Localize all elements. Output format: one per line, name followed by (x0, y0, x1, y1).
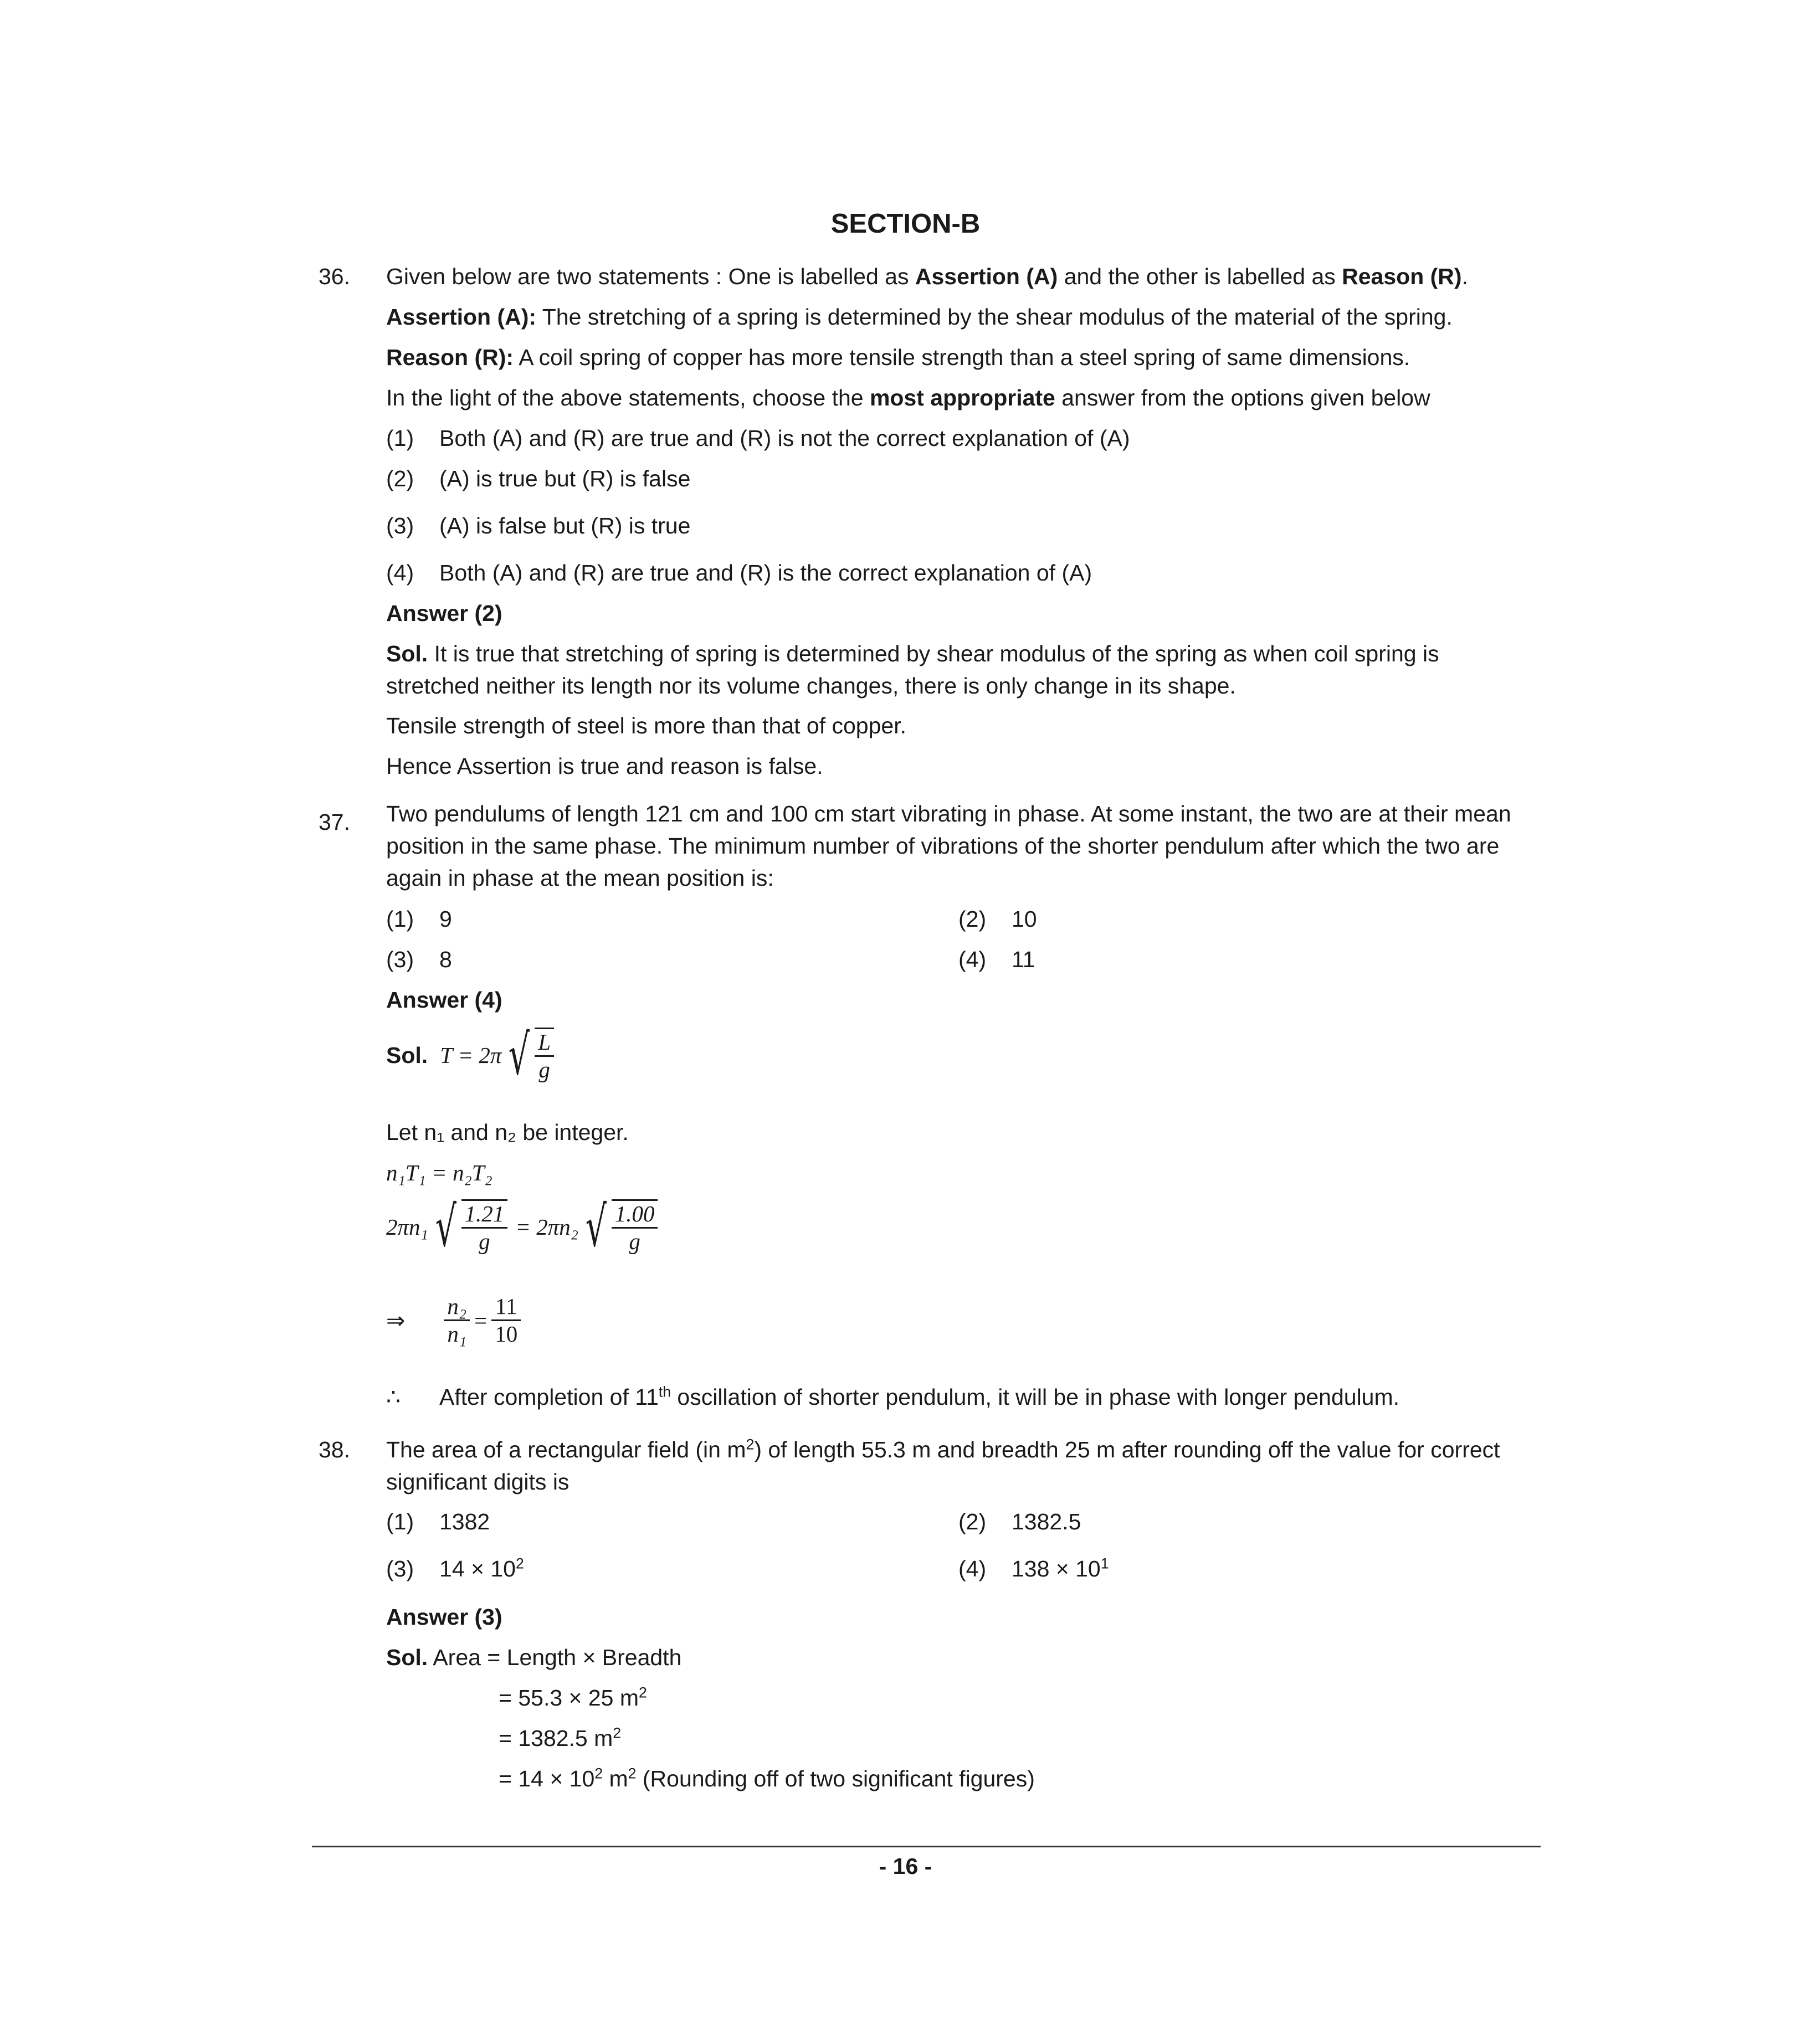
let-integers: Let n₁ and n₂ be integer. (386, 1119, 629, 1145)
option-37-2: (2) 10 (958, 906, 1037, 932)
answer-36: Answer (2) (386, 600, 502, 626)
question-number-38: 38. (319, 1437, 350, 1462)
answer-37: Answer (4) (386, 987, 502, 1013)
option-38-3: (3) $14 \times 10^2$ (386, 1555, 524, 1581)
option-38-1: (1) 1382 (386, 1509, 490, 1534)
page-number: - 16 - (879, 1853, 932, 1879)
option-36-4: (4) Both (A) and (R) are true and (R) is the correct explanation of (A) (386, 560, 1092, 586)
solution-36-text: Sol. It is true that stretching of spring is determined by shear modulus of the spring as when coil spring is stretched neither its length nor its volume changes, there is only change in its shape. (386, 641, 1439, 699)
solution-38-line2: = 55.3 × 25 $m^2$ (499, 1684, 647, 1711)
implies-symbol: ⇒ (386, 1307, 406, 1333)
period-formula: Sol. T = 2π √ $\frac{L}{g}$ (386, 1028, 554, 1083)
solution-36-line2: Tensile strength of steel is more than that of copper. (386, 713, 906, 738)
assertion-statement: Assertion (A): The stretching of a spring is determined by the shear modulus of the material of the spring. (386, 304, 1453, 330)
option-37-3: (3) 8 (386, 947, 452, 972)
option-37-1: (1) 9 (386, 906, 452, 932)
solution-38-line3: = 1382.5 $m^2$ (499, 1724, 622, 1751)
option-36-1: (1) Both (A) and (R) are true and (R) is not the correct explanation of (A) (386, 425, 1130, 451)
section-title: SECTION-B (830, 209, 981, 239)
question-38-text: The area of a rectangular field (in $m^2$) of length 55.3 m and breadth 25 m after rounding off the value for correct significant digits is (386, 1436, 1500, 1495)
footer-divider (312, 1846, 1541, 1847)
solution-36-line3: Hence Assertion is true and reason is false. (386, 753, 823, 779)
question-36-intro: Given below are two statements : One is labelled as Assertion (A) and the other is labelled as Reason (R). (386, 264, 1468, 289)
period-equation: n₁T₁ = n₂T₂ (386, 1160, 492, 1185)
option-36-3: (3) (A) is false but (R) is true (386, 513, 691, 538)
therefore-symbol: ∴ (386, 1384, 401, 1410)
ratio-equation: ⇒ $\frac{\text{n₂}}{\text{n₁}}$ = $\frac{11}{10}$ (386, 1293, 521, 1347)
equation-roots: 2πn₁ √ $\frac{1.21}{g}$ = 2πn₂ √ $\frac{1.00}{g}$ (386, 1199, 658, 1255)
solution-38-line4: = $14 \times 10^2$ $m^2$ (Rounding off of two significant figures) (499, 1765, 1035, 1791)
option-36-2: (2) (A) is true but (R) is false (386, 466, 691, 491)
answer-38: Answer (3) (386, 1604, 502, 1630)
solution-37-conclusion: After completion of 11th oscillation of shorter pendulum, it will be in phase with longer pendulum. (439, 1383, 1400, 1410)
question-number-36: 36. (319, 264, 350, 289)
question-36-instruction: In the light of the above statements, choose the most appropriate answer from the options given below (386, 385, 1430, 410)
solution-38-line1: Sol. Area = Length × Breadth (386, 1645, 682, 1670)
option-37-4: (4) 11 (958, 947, 1035, 972)
reason-statement: Reason (R): A coil spring of copper has more tensile strength than a steel spring of same dimensions. (386, 345, 1410, 370)
question-37-text: Two pendulums of length 121 cm and 100 cm start vibrating in phase. At some instant, the two are at their mean position in the same phase. The minimum number of vibrations of the shorter pendulum after which the two are again in phase at the mean position is: (386, 801, 1511, 891)
question-number-37: 37. (319, 809, 350, 835)
option-38-4: (4) $138 \times 10^1$ (958, 1555, 1109, 1581)
option-38-2: (2) 1382.5 (958, 1509, 1081, 1534)
